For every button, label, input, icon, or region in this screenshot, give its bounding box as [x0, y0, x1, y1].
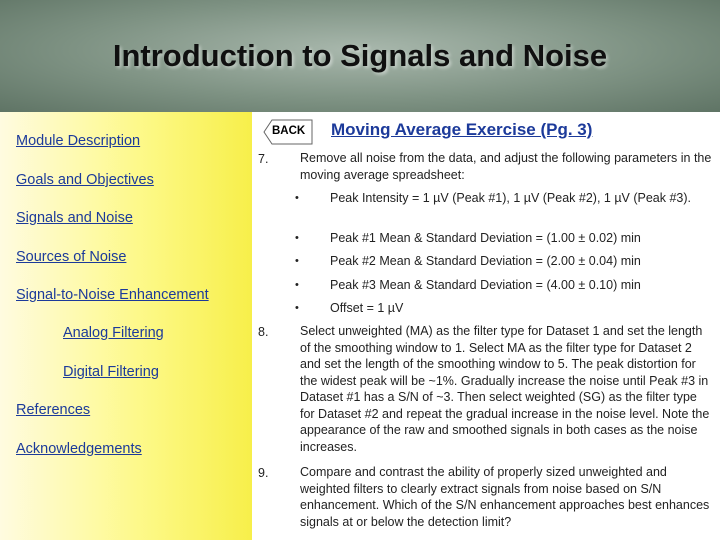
- step-7-text: Remove all noise from the data, and adjust the following parameters in the moving average spreadsheet:: [300, 151, 712, 182]
- nav-sn-enhancement[interactable]: Signal-to-Noise Enhancement: [16, 287, 209, 303]
- nav-sources-of-noise[interactable]: Sources of Noise: [16, 249, 127, 265]
- nav-goals-objectives[interactable]: Goals and Objectives: [16, 172, 154, 188]
- nav-module-description[interactable]: Module Description: [16, 133, 141, 149]
- bullet-icon: •: [295, 192, 299, 204]
- nav-analog-filtering[interactable]: Analog Filtering: [63, 325, 164, 341]
- bullet-peak-1: Peak #1 Mean & Standard Deviation = (1.00 ± 0.02) min: [330, 231, 641, 245]
- nav-signals-noise[interactable]: Signals and Noise: [16, 210, 133, 226]
- bullet-offset: Offset = 1 µV: [330, 301, 404, 315]
- nav-acknowledgements[interactable]: Acknowledgements: [16, 441, 142, 457]
- bullet-peak-2: Peak #2 Mean & Standard Deviation = (2.00 ± 0.04) min: [330, 254, 641, 268]
- bullet-icon: •: [295, 255, 299, 267]
- nav-digital-filtering[interactable]: Digital Filtering: [63, 364, 159, 380]
- page-title: Introduction to Signals and Noise: [112, 38, 608, 73]
- step-9-number: 9.: [258, 466, 269, 480]
- bullet-peak-3: Peak #3 Mean & Standard Deviation = (4.00 ± 0.10) min: [330, 278, 641, 292]
- step-8-number: 8.: [258, 325, 269, 339]
- bullet-icon: •: [295, 302, 299, 314]
- step-9-text: Compare and contrast the ability of properly sized unweighted and weighted filters to clearly extract signals from noise based on S/N enhancement. Which of the S/N enhancement approaches best enhances signals at or below the detection limit?: [300, 465, 710, 529]
- step-8-text: Select unweighted (MA) as the filter type for Dataset 1 and set the length of the smoothing window to 1. Select MA as the filter type for Dataset 2 and set the length of the smoothing window to 5. The peak distortion for the widest peak will be ~1%. Gradually increase the noise until Peak #3 in Dataset #1 has a S/N of ~3. Then select weighted (SG) as the filter type for Dataset #2 and repeat the gradual increase in the noise level. Note the appearance of the raw and smoothed signals in both cases as the noise increases.: [300, 324, 710, 454]
- back-button[interactable]: BACK: [272, 125, 306, 137]
- bullet-icon: •: [295, 279, 299, 291]
- bullet-icon: •: [295, 232, 299, 244]
- header-banner: [0, 0, 720, 112]
- nav-references[interactable]: References: [16, 402, 91, 418]
- exercise-title: Moving Average Exercise (Pg. 3): [331, 120, 593, 139]
- bullet-peak-intensity: Peak Intensity = 1 µV (Peak #1), 1 µV (Peak #2), 1 µV (Peak #3).: [330, 191, 692, 205]
- step-7-number: 7.: [258, 152, 269, 166]
